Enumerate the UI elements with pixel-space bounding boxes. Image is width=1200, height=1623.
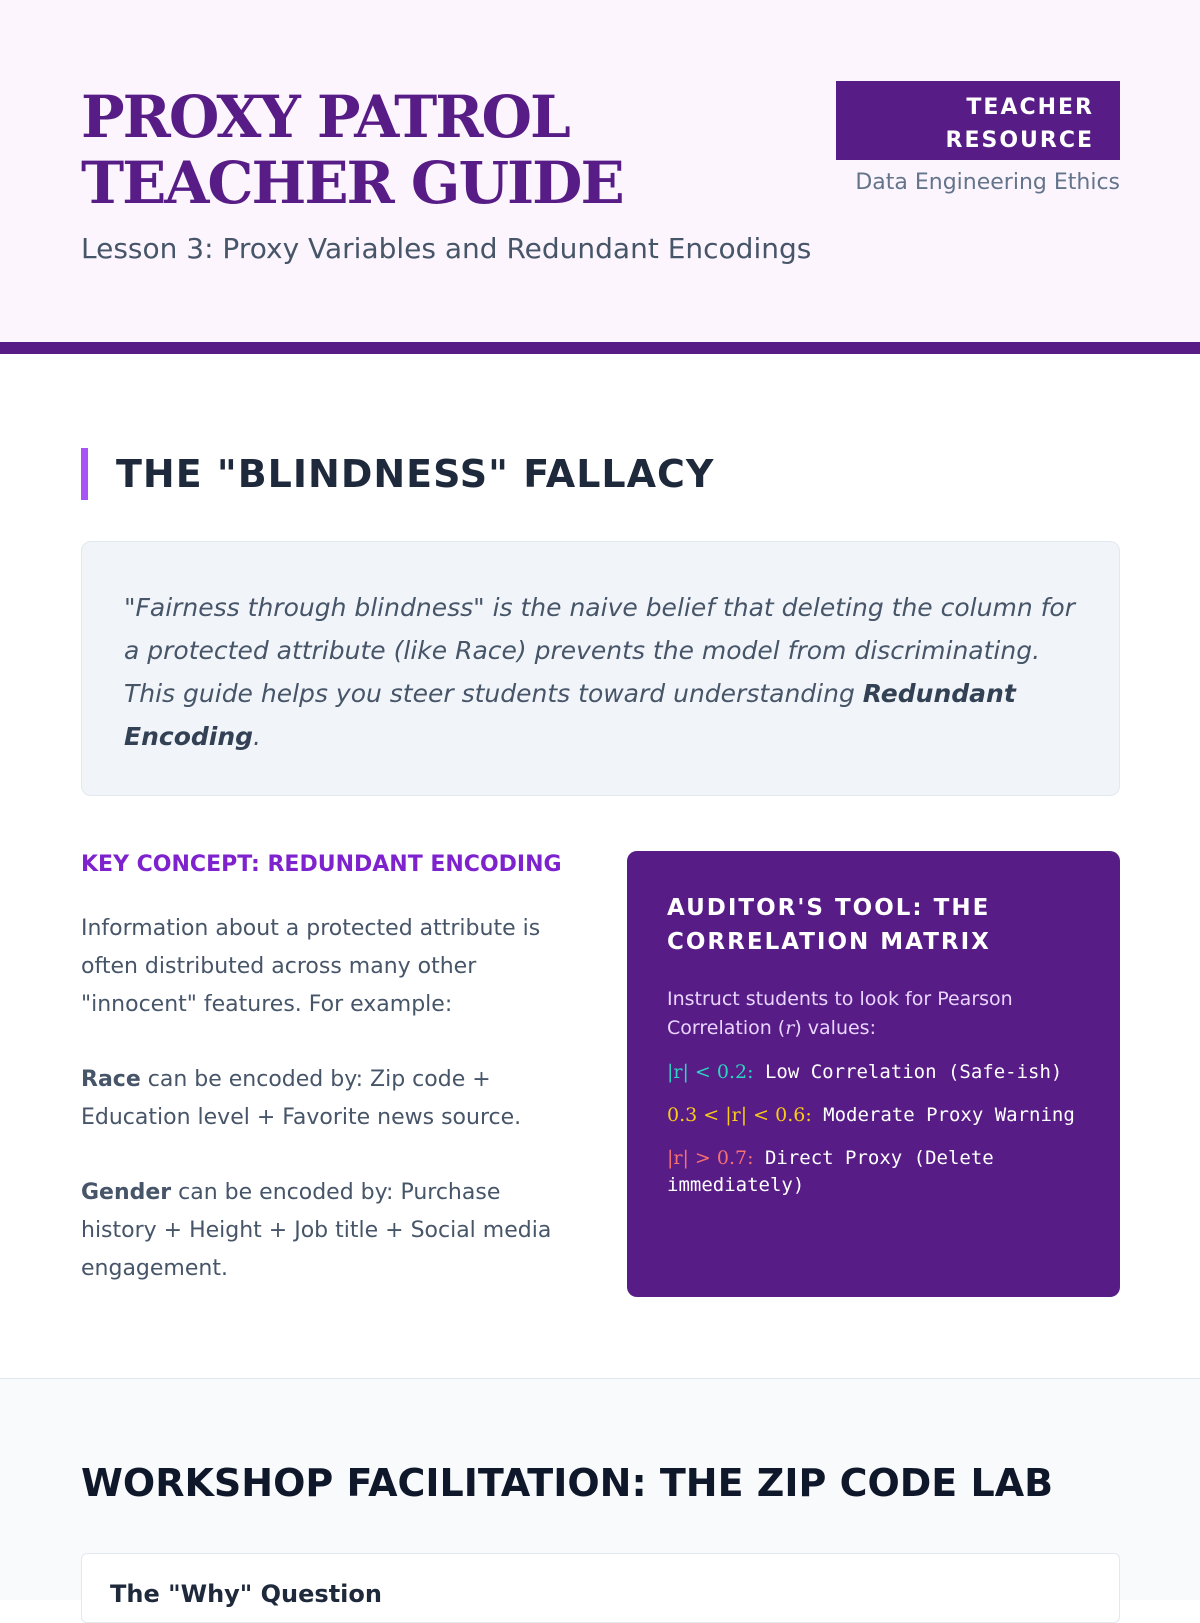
rule-moderate [667,1102,1080,1129]
rule-high [667,1145,1080,1199]
intro-text-end: ) values: [794,1017,876,1039]
example-text: can be encoded by: Zip code + Education level + Favorite news source. [81,1067,522,1130]
rule-text: Direct Proxy (Delete immediately) [667,1147,994,1196]
example-text: can be encoded by: Purchase history + Height + Job title + Social media engagement. [81,1180,552,1281]
correlation-rules [667,1059,1080,1199]
fallacy-heading: THE "BLINDNESS" FALLACY [81,448,714,500]
rule-condition: |r| < 0.2: [667,1061,754,1083]
intro-text: Instruct students to look for Pearson Correlation ( [667,988,1013,1039]
rule-condition: |r| > 0.7: [667,1147,754,1169]
key-concept-heading: KEY CONCEPT: REDUNDANT ENCODING [81,852,562,877]
auditor-tool-panel [627,851,1120,1297]
fallacy-quote [81,541,1120,796]
teacher-resource-badge [836,81,1120,160]
auditor-tool-intro [667,985,1080,1043]
auditor-tool-title: AUDITOR'S TOOL: THE CORRELATION MATRIX [667,895,991,955]
badge-line-2: RESOURCE [945,128,1094,153]
card-title: The "Why" Question [110,1580,382,1608]
quote-emphasis: Redundant Encoding [124,679,1016,751]
quote-end: . [253,722,261,751]
workshop-heading: WORKSHOP FACILITATION: THE ZIP CODE LAB [81,1461,1054,1505]
lesson-subtitle: Lesson 3: Proxy Variables and Redundant Encodings [81,232,812,265]
badge-line-1: TEACHER [966,95,1094,120]
page-title: PROXY PATROL TEACHER GUIDE [81,83,623,217]
page-header [0,0,1200,354]
why-question-card [81,1553,1120,1623]
subject-label: Data Engineering Ethics [855,170,1120,195]
rule-low [667,1059,1080,1086]
example-term: Gender [81,1180,172,1205]
rule-text: Moderate Proxy Warning [811,1104,1075,1126]
example-race [81,1061,561,1137]
quote-text: "Fairness through blindness" is the naive belief that deleting the column for a protected attribute (like Race) prevents the model from discriminating. This guide helps you steer students toward understanding [124,593,1075,708]
example-term: Race [81,1067,141,1092]
rule-text: Low Correlation (Safe-ish) [753,1061,1063,1083]
key-concept-body [81,910,561,1325]
workshop-section [0,1378,1200,1608]
intro-variable: r [785,1017,795,1039]
rule-condition: 0.3 < |r| < 0.6: [667,1104,812,1126]
concept-intro: Information about a protected attribute is often distributed across many other "innocent" features. For example: [81,916,541,1017]
example-gender [81,1174,561,1288]
